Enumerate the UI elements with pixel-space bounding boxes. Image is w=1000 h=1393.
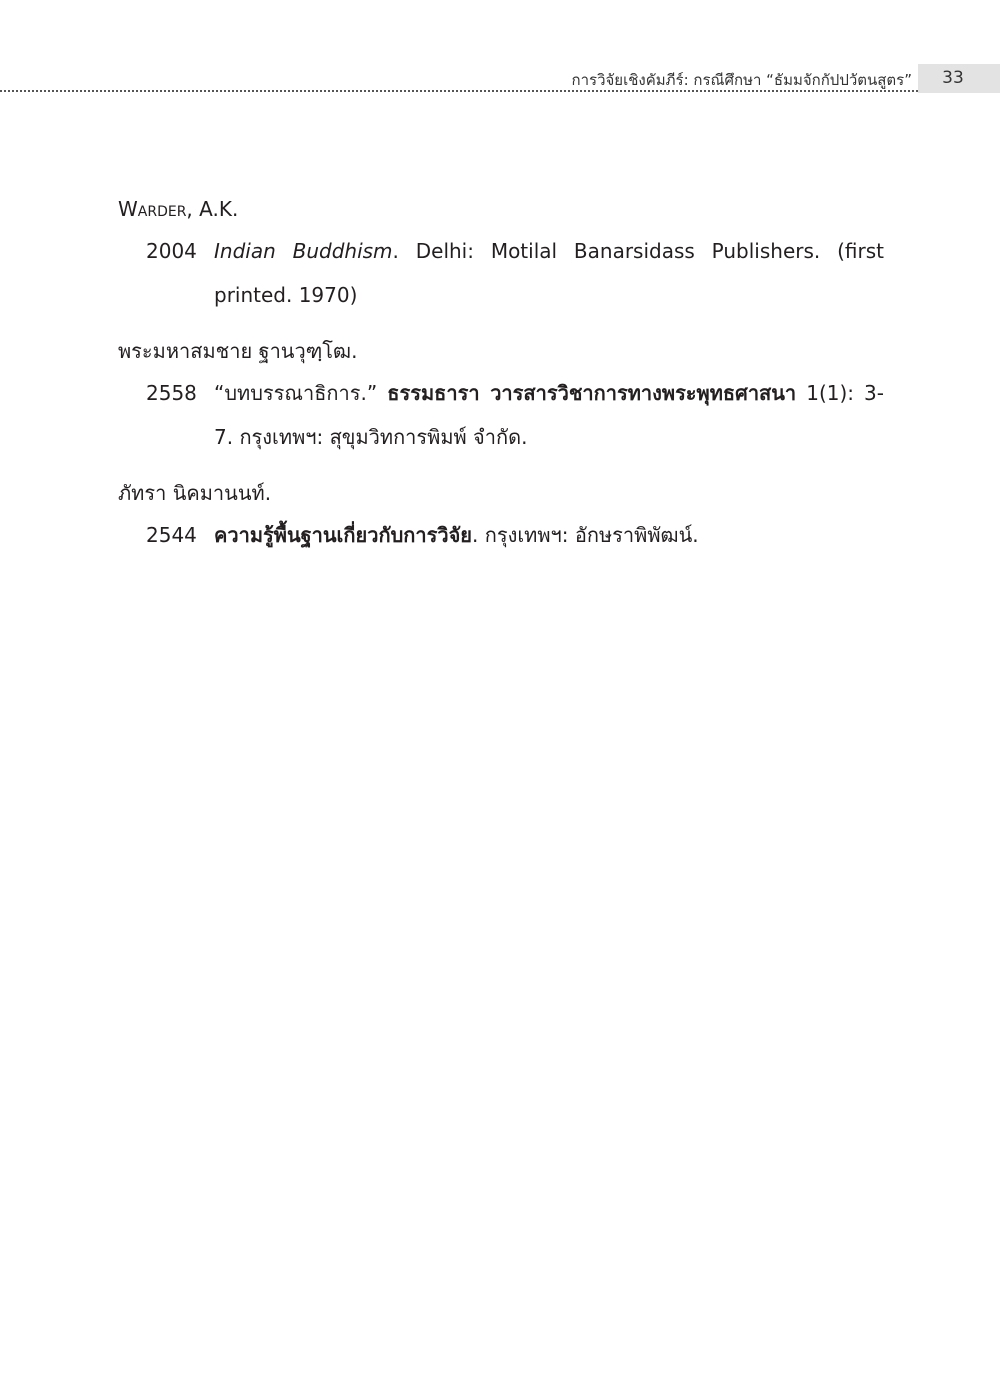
reference-entry: [118, 513, 884, 557]
reference-year: 2558: [146, 381, 197, 405]
reference-year: 2004: [146, 239, 197, 263]
reference-details: 1(1): 3-7. กรุงเทพฯ: สุขุมวิทการพิมพ์ จำกัด.: [214, 381, 884, 449]
reference-item: [118, 193, 884, 317]
reference-year: 2544: [146, 523, 197, 547]
reference-article-title: “บทบรรณาธิการ.”: [214, 381, 388, 405]
reference-item: [118, 477, 884, 557]
reference-item: [118, 335, 884, 459]
reference-title: Indian Buddhism: [214, 239, 393, 263]
reference-author: [118, 193, 884, 225]
page-number-box: [918, 64, 1000, 93]
reference-entry: [118, 229, 884, 317]
reference-details: . กรุงเทพฯ: อักษราพิพัฒน์.: [472, 523, 699, 547]
reference-journal-title: ธรรมธารา วารสารวิชาการทางพระพุทธศาสนา: [387, 381, 797, 405]
reference-author: ภัทรา นิคมานนท์.: [118, 481, 272, 505]
author-name: Warder, A.K.: [118, 197, 239, 221]
reference-title: ความรู้พื้นฐานเกี่ยวกับการวิจัย: [214, 523, 473, 547]
header-dotted-rule: [0, 90, 918, 92]
running-title: การวิจัยเชิงคัมภีร์: กรณีศึกษา “ธัมมจักกัปปวัตนสูตร”: [571, 71, 912, 89]
reference-details: . Delhi: Motilal Banarsidass Publishers. (first printed. 1970): [214, 239, 884, 307]
reference-entry: [118, 371, 884, 459]
reference-list: [118, 193, 884, 575]
reference-author: พระมหาสมชาย ฐานวุฑฺโฒ.: [118, 339, 358, 363]
page-number: 33: [942, 68, 964, 88]
